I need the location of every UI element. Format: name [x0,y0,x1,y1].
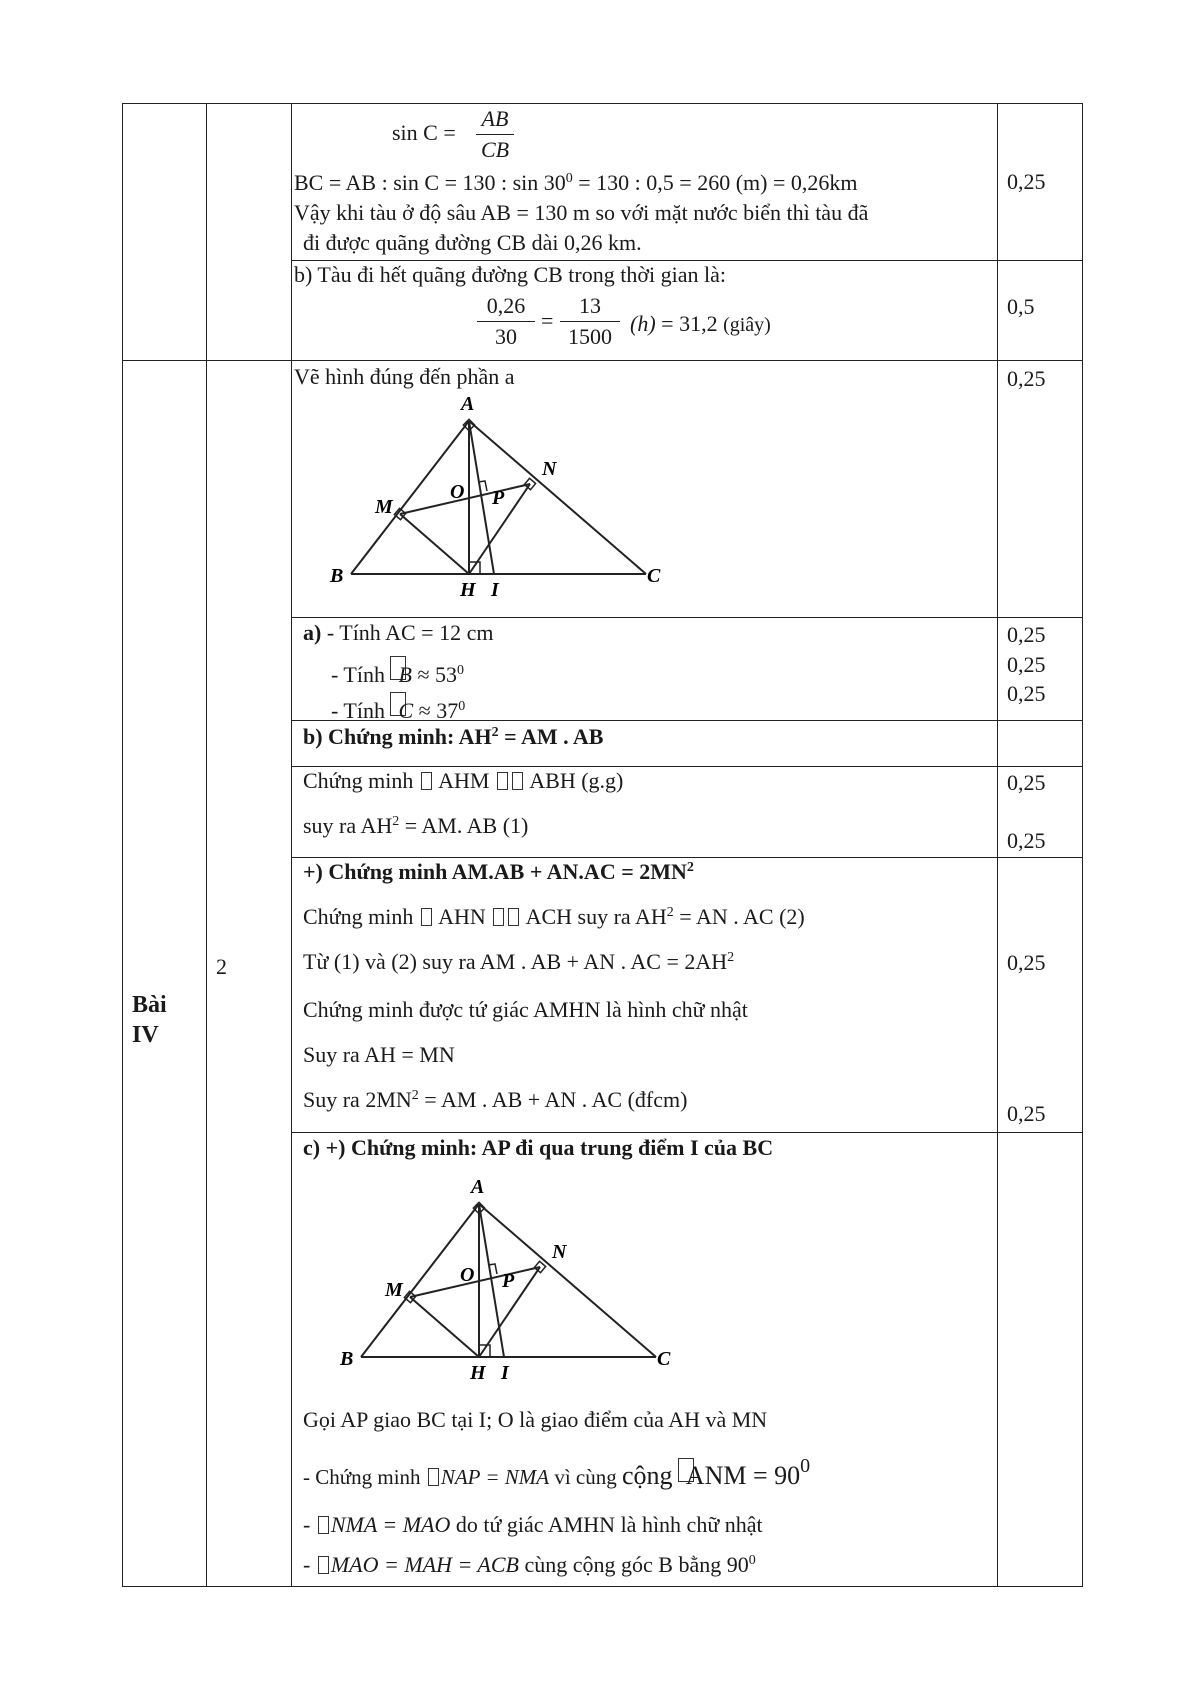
label-a: A [461,393,475,415]
label-i: I [501,1362,509,1384]
similar-symbol-icon [497,772,508,790]
part-b-heading: b) Chứng minh: $AH^2$ = AM . AB [303,724,604,749]
label-h: H [470,1362,486,1384]
label-o: O [450,481,465,503]
similarity-proof-1: Chứng minh AHM ABH (g.g) [303,768,624,793]
col-divider-1 [206,104,207,1586]
score: 0,25 [1007,950,1046,975]
rectangle-proof: Chứng minh được tứ giác AMHN là hình chữ nhật [303,997,748,1022]
bai-label: Bài [132,992,167,1018]
proof-conclusion-1: suy ra $AH^2$ = AM. AB (1) [303,813,529,838]
score: 0,25 [1007,1101,1046,1126]
score: 0,5 [1007,294,1035,319]
label-c: C [657,1348,671,1370]
part-a-line-3: - Tính $C \approx 37^0$ [331,692,465,723]
row-divider [291,260,1082,261]
score: 0,25 [1007,622,1046,647]
angle-proof-2: - NMA = MAO do tứ giác AMHN là hình chữ nhật [303,1512,763,1537]
score: 0,25 [1007,770,1046,795]
col-divider-3 [997,104,998,1586]
label-o: O [460,1264,475,1286]
triangle-symbol-icon [421,772,432,790]
part-a-line-2: - Tính $B \approx 53^0$ [331,656,464,687]
time-result: (h) = 31,2 (giây) [630,311,771,336]
time-fraction-1 [477,293,535,350]
segment-mn [400,484,530,514]
segment-mh [400,514,469,574]
sin-formula-lhs: sin C = [392,120,456,145]
row-divider [291,617,1082,618]
part-c-heading: c) +) Chứng minh: AP đi qua trung điểm I của BC [303,1135,774,1160]
bai-number: IV [132,1022,159,1048]
label-a: A [471,1176,485,1198]
fraction-numerator: 13 [579,293,601,318]
label-b: B [340,1348,354,1370]
fraction-denominator: 30 [495,324,517,349]
score: 0,25 [1007,366,1046,391]
angle-placeholder-icon [318,1556,329,1574]
section-divider [123,360,1082,361]
angle-proof-3: - MAO = MAH = ACB cùng cộng góc B bằng $90^0$ [303,1552,756,1577]
label-m: M [375,496,393,518]
sin-denominator: CB [480,137,510,162]
triangle-symbol-icon [508,908,519,926]
sin-fraction [476,106,514,163]
row-divider [291,766,1082,767]
sin-numerator: AB [481,106,509,131]
angle-placeholder-icon [318,1516,329,1534]
fraction-denominator: 1500 [568,324,612,349]
part-b2-heading: +) Chứng minh $AM.AB + AN.AC = 2MN^2$ [303,859,694,884]
similarity-proof-2: Chứng minh AHN ACH suy ra $AH^2$ = AN . AC (2) [303,904,805,929]
label-i: I [491,579,499,601]
segment-mn [410,1267,540,1297]
label-c: C [647,565,661,587]
conclusion-line-2: đi được quãng đường CB dài 0,26 km. [303,230,642,255]
fraction-numerator: 0,26 [486,293,526,318]
final-conclusion: Suy ra $2MN^2$ = AM . AB + AN . AC (đfcm) [303,1087,688,1112]
segment-mh [410,1297,479,1357]
label-n: N [552,1241,567,1263]
part-c-setup: Gọi AP giao BC tại I; O là giao điểm của AH và MN [303,1407,768,1432]
equals-sign: = [541,308,554,333]
triangle-figure-2 [330,1175,675,1385]
triangle-symbol-icon [421,908,432,926]
score: 0,25 [1007,169,1046,194]
triangle-symbol-icon [512,772,523,790]
angle-proof-1: - Chứng minh NAP = NMA vì cùng cộng ANM = $90^0$ [303,1455,811,1490]
triangle-figure-1 [320,392,665,602]
score: 0,25 [1007,828,1046,853]
score: 0,25 [1007,652,1046,677]
row-divider [291,1132,1082,1133]
score: 0,25 [1007,681,1046,706]
angle-placeholder-icon [428,1468,439,1486]
col-divider-2 [291,104,292,1586]
similar-symbol-icon [493,908,504,926]
bc-calculation: BC = AB : sin C = 130 : $\sin 30^0 = 130$ : 0,5 = 260 (m) = 0,26km [294,170,858,195]
label-m: M [385,1279,403,1301]
part-a-line-1: a) - Tính AC = 12 cm [303,620,494,645]
combine-results: Từ (1) và (2) suy ra AM . AB + AN . AC = $2AH^2$ [303,949,735,974]
conclusion-line-1: Vậy khi tàu ở độ sâu AB = 130 m so với mặt nước biển thì tàu đã [294,200,869,225]
figure-instruction: Vẽ hình đúng đến phần a [294,364,515,389]
label-h: H [460,579,476,601]
row-divider [291,857,1082,858]
ah-equals-mn: Suy ra AH = MN [303,1042,455,1067]
label-p: P [492,487,505,509]
time-fraction-2 [560,293,620,350]
point-column-value: 2 [216,954,227,979]
label-p: P [502,1270,515,1292]
part-b-time-label: b) Tàu đi hết quãng đường CB trong thời gian là: [294,262,726,287]
label-n: N [542,458,557,480]
label-b: B [330,565,344,587]
